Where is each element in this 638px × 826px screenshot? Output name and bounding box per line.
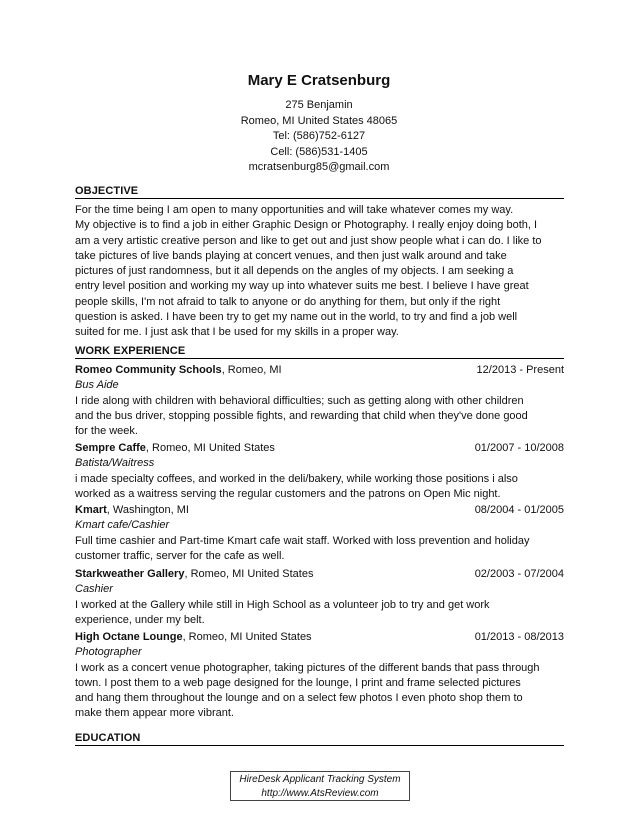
employer-name: Romeo Community Schools — [75, 364, 222, 376]
address-line-2: Romeo, MI United States 48065 — [240, 114, 398, 127]
job-description-line: I ride along with children with behavioral difficulties; such as getting along with other children — [75, 394, 524, 407]
job-description-line: make them appear more vibrant. — [75, 707, 234, 720]
job-title: Photographer — [75, 646, 142, 659]
objective-line: For the time being I am open to many opportunities and will take whatever comes my way. — [75, 204, 514, 216]
section-title-work: WORK EXPERIENCE — [75, 345, 186, 357]
job-description — [75, 661, 564, 722]
job-description — [75, 394, 564, 440]
cell-phone: Cell: (586)531-1405 — [270, 145, 368, 158]
job-description-line: worked as a waitress serving the regular customers and the patrons on Open Mic night. — [75, 487, 501, 500]
job-description-line: and hang them throughout the lounge and on a select few photos I even photo shop them to — [75, 692, 523, 705]
job-description — [75, 534, 564, 565]
job-description-line: town. I post them to a web page designed for the lounge, I print and frame selected pictures — [75, 676, 521, 689]
job-title: Bus Aide — [75, 379, 119, 392]
objective-line: suited for me. I just ask that I be used for my skills in a proper way. — [75, 326, 399, 339]
employer-name: Starkweather Gallery — [75, 568, 185, 580]
job-description — [75, 598, 564, 629]
employer-location: , Romeo, MI United States — [145, 442, 275, 454]
objective-text — [75, 203, 564, 341]
section-title-objective: OBJECTIVE — [75, 185, 139, 197]
objective-line: take pictures of live bands playing at concert venues, and then just walk around and take — [75, 249, 507, 262]
job-dates: 01/2007 - 10/2008 — [474, 442, 564, 454]
job-dates: 08/2004 - 01/2005 — [474, 504, 564, 516]
job-entry — [75, 363, 564, 439]
section-title-education: EDUCATION — [75, 732, 141, 744]
employer-name: Kmart — [75, 504, 107, 516]
job-description-line: experience, under my belt. — [75, 613, 205, 626]
job-entry — [75, 567, 564, 628]
job-entry — [75, 630, 564, 722]
job-description-line: Full time cashier and Part-time Kmart cafe wait staff. Worked with loss prevention and holiday — [75, 534, 530, 547]
email: mcratsenburg85@gmail.com — [248, 161, 390, 174]
education-section — [75, 731, 564, 746]
employer-name: Sempre Caffe — [75, 442, 146, 454]
telephone: Tel: (586)752-6127 — [272, 130, 366, 143]
job-entry — [75, 441, 564, 502]
address-line-1: 275 Benjamin — [285, 99, 353, 111]
job-description-line: and the bus driver, stopping possible fights, and rewarding that child when they've done good — [75, 409, 528, 422]
job-dates: 01/2013 - 08/2013 — [474, 631, 564, 643]
section-divider — [75, 358, 564, 359]
footer-watermark-box — [230, 771, 410, 801]
objective-line: pictures of just randomness, but it all depends on the angles of my objects. I am seeking a — [75, 265, 514, 278]
job-description-line: i made specialty coffees, and worked in the deli/bakery, while working those positions i also — [75, 472, 518, 485]
objective-section — [75, 184, 564, 341]
employer-location: , Romeo, MI — [221, 364, 282, 376]
job-dates: 12/2013 - Present — [476, 364, 564, 376]
job-title: Kmart cafe/Cashier — [75, 519, 170, 532]
section-divider — [75, 745, 564, 746]
section-divider — [75, 198, 564, 199]
resume-header — [0, 72, 638, 176]
job-description-line: I worked at the Gallery while still in High School as a volunteer job to try and get work — [75, 598, 490, 611]
employer-location: , Washington, MI — [106, 504, 189, 516]
job-title: Cashier — [75, 583, 113, 596]
footer-line-2[interactable]: http://www.AtsReview.com — [261, 788, 379, 799]
footer-line-1: HireDesk Applicant Tracking System — [239, 774, 401, 785]
job-entry — [75, 503, 564, 564]
employer-location: , Romeo, MI United States — [182, 631, 312, 643]
job-title: Batista/Waitress — [75, 457, 155, 470]
objective-line: My objective is to find a job in either Graphic Design or Photography. I really enjoy doing both, I — [75, 219, 538, 232]
employer-location: , Romeo, MI United States — [184, 568, 314, 580]
objective-line: question is asked. I have been try to get my name out in the world, to try and find a job well — [75, 311, 518, 324]
work-experience-section — [75, 344, 564, 359]
job-description — [75, 472, 564, 503]
applicant-name: Mary E Cratsenburg — [247, 72, 391, 89]
job-description-line: for the week. — [75, 425, 138, 438]
job-dates: 02/2003 - 07/2004 — [474, 568, 564, 580]
employer-name: High Octane Lounge — [75, 631, 183, 643]
job-description-line: I work as a concert venue photographer, taking pictures of the different bands that pass through — [75, 661, 540, 674]
job-description-line: customer traffic, server for the cafe as well. — [75, 549, 285, 562]
objective-line: am a very artistic creative person and like to get out and just show people what i can do. I like to — [75, 234, 542, 247]
objective-line: entry level position and working my way up into whatever suits me best. I believe I have great — [75, 280, 529, 293]
objective-line: people skills, I'm not afraid to talk to anyone or do anything for them, but only if the right — [75, 295, 501, 308]
